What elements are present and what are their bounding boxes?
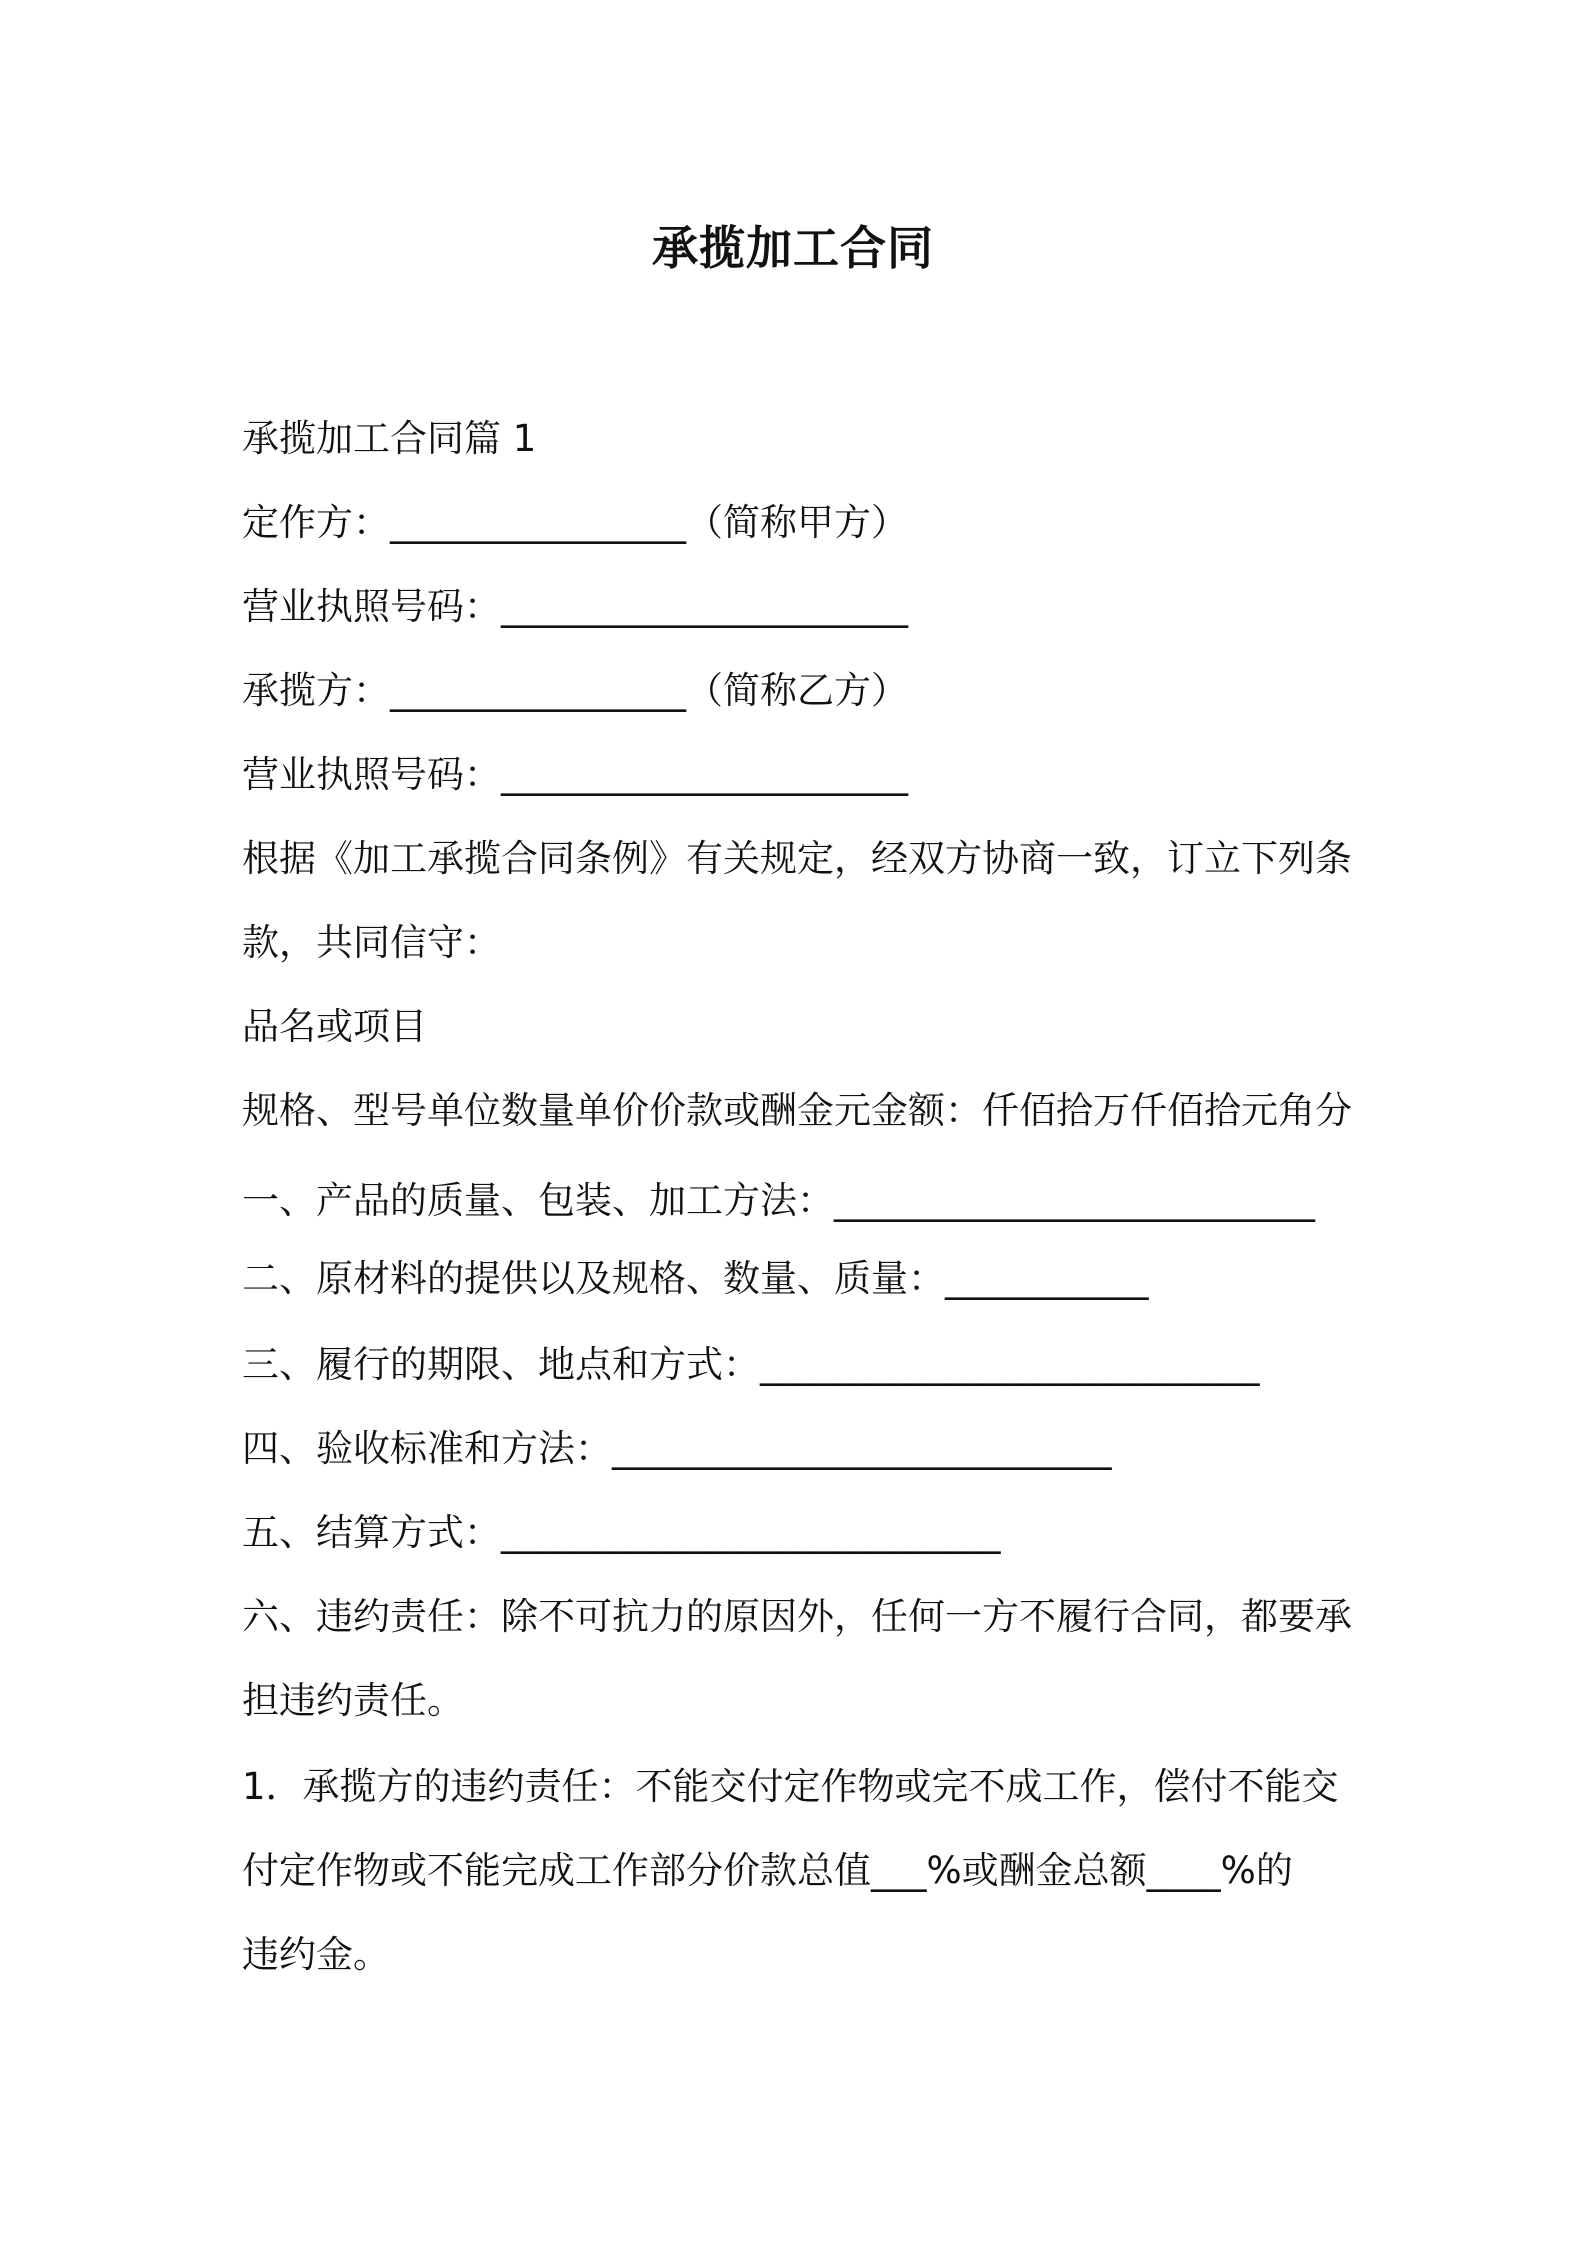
undertaker-party-line: 承揽方：________________（简称乙方） bbox=[242, 669, 908, 712]
liability-1-line-3: 违约金。 bbox=[242, 1933, 390, 1976]
clause-2: 二、原材料的提供以及规格、数量、质量：___________ bbox=[242, 1257, 1149, 1300]
contractor-party-line: 定作方：________________（简称甲方） bbox=[242, 501, 908, 544]
clause-6-line-2: 担违约责任。 bbox=[242, 1679, 464, 1722]
preamble-line-1: 根据《加工承揽合同条例》有关规定，经双方协商一致，订立下列条 bbox=[242, 837, 1352, 880]
clause-3: 三、履行的期限、地点和方式：___________________________ bbox=[242, 1343, 1260, 1386]
license-number-line-b: 营业执照号码：______________________ bbox=[242, 753, 908, 796]
item-name-line: 品名或项目 bbox=[242, 1005, 427, 1048]
spec-line: 规格、型号单位数量单价价款或酬金元金额：仟佰拾万仟佰拾元角分 bbox=[242, 1089, 1352, 1132]
clause-6-line-1: 六、违约责任：除不可抗力的原因外，任何一方不履行合同，都要承 bbox=[242, 1595, 1352, 1638]
license-number-line-a: 营业执照号码：______________________ bbox=[242, 585, 908, 628]
section-heading: 承揽加工合同篇 1 bbox=[242, 417, 537, 460]
liability-1-line-1: 1．承揽方的违约责任：不能交付定作物或完不成工作，偿付不能交 bbox=[242, 1765, 1339, 1808]
liability-1-line-2: 付定作物或不能完成工作部分价款总值___%或酬金总额____%的 bbox=[242, 1849, 1293, 1892]
preamble-line-2: 款，共同信守： bbox=[242, 921, 501, 964]
clause-1: 一、产品的质量、包装、加工方法：__________________________ bbox=[242, 1179, 1315, 1222]
clause-4: 四、验收标准和方法：___________________________ bbox=[242, 1427, 1112, 1470]
clause-5: 五、结算方式：___________________________ bbox=[242, 1511, 1001, 1554]
document-title: 承揽加工合同 bbox=[652, 221, 934, 275]
